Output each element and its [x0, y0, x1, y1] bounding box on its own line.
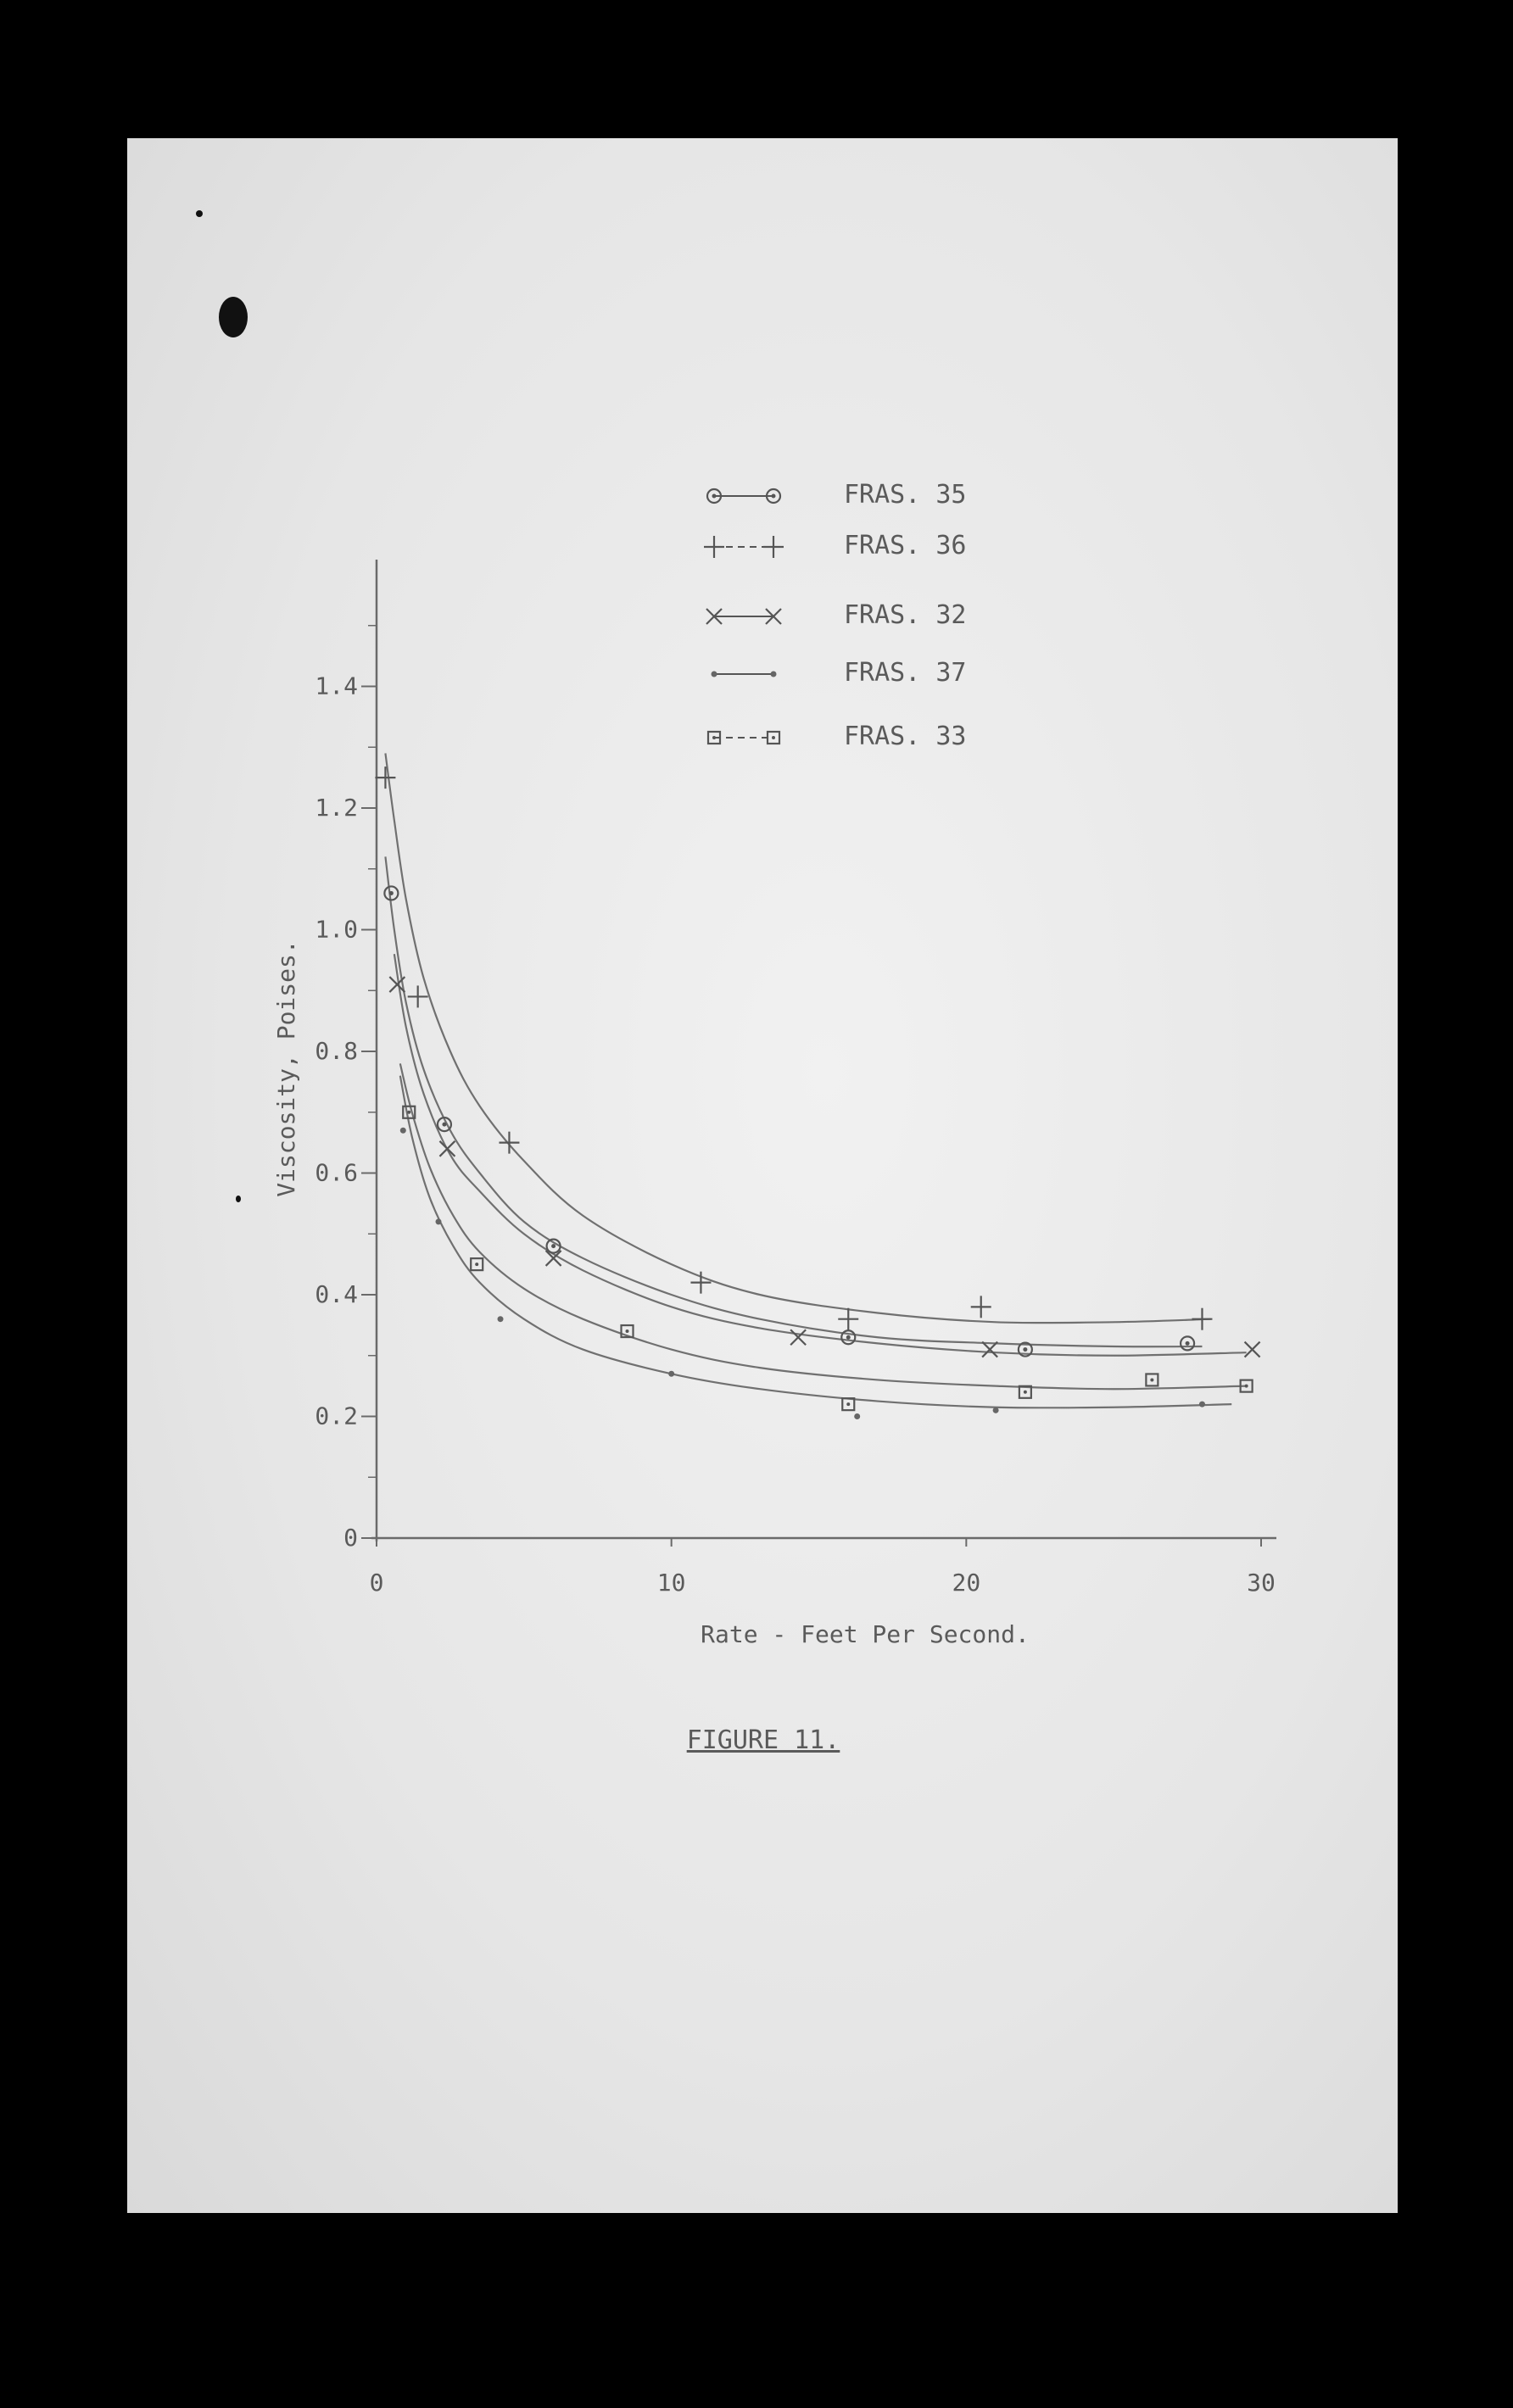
legend-entry [706, 600, 967, 630]
marker-center [407, 1111, 410, 1114]
legend-marker-left [712, 672, 717, 677]
x-tick-label: 0 [369, 1569, 384, 1597]
data-point-series-3 [439, 1141, 455, 1157]
data-point-series-5 [842, 1398, 854, 1410]
legend-entry [704, 531, 967, 560]
marker-center [1186, 1341, 1190, 1346]
series-curves [385, 753, 1246, 1407]
marker-center [626, 1329, 629, 1333]
marker-dot [668, 1371, 674, 1377]
y-tick-label: 0.6 [315, 1158, 358, 1187]
legend-label: FRAS. 35 [844, 480, 967, 510]
y-tick-label: 1.4 [315, 672, 358, 700]
marker-dot [854, 1413, 860, 1419]
y-tick-label: 0 [343, 1524, 358, 1552]
legend [704, 480, 967, 751]
data-point-series-1 [384, 886, 398, 900]
data-point-series-2 [690, 1272, 711, 1294]
marker-center [1024, 1391, 1027, 1394]
marker-dot [712, 672, 717, 677]
x-tick-label: 30 [1247, 1569, 1276, 1597]
marker-center [551, 1244, 556, 1248]
marker-center [772, 494, 776, 499]
marker-center [1245, 1385, 1248, 1388]
x-tick-label: 20 [952, 1569, 981, 1597]
data-point-series-1 [1181, 1336, 1194, 1350]
marker-center [712, 494, 717, 499]
data-point-series-4 [993, 1407, 999, 1413]
y-tick-label: 0.8 [315, 1037, 358, 1065]
data-point-series-3 [1245, 1342, 1260, 1357]
marker-dot [498, 1316, 504, 1322]
marker-dot [993, 1407, 999, 1413]
data-point-series-1 [841, 1330, 855, 1344]
series-curve-4 [400, 1076, 1231, 1408]
marker-center [712, 736, 716, 739]
data-point-series-5 [1146, 1374, 1158, 1385]
data-point-series-2 [408, 985, 428, 1007]
legend-entry [712, 658, 967, 688]
marker-center [1023, 1347, 1027, 1352]
marker-center [1150, 1378, 1153, 1381]
marker-center [475, 1263, 478, 1266]
marker-dot [400, 1128, 406, 1134]
data-point-series-2 [971, 1296, 991, 1318]
y-tick-label: 0.2 [315, 1402, 358, 1430]
y-tick-label: 1.2 [315, 794, 358, 822]
legend-label: FRAS. 33 [844, 722, 967, 751]
legend-marker-left [704, 536, 724, 558]
chart-axes [315, 560, 1276, 1597]
series-curve-1 [385, 856, 1202, 1346]
data-point-series-4 [1199, 1402, 1205, 1407]
marker-center [442, 1123, 446, 1127]
x-tick-label: 10 [656, 1569, 686, 1597]
data-point-series-5 [471, 1258, 483, 1270]
marker-dot [1199, 1402, 1205, 1407]
marker-dot [436, 1218, 442, 1224]
series-curve-5 [400, 1063, 1247, 1389]
series-curve-2 [385, 753, 1210, 1323]
y-tick-label: 0.4 [315, 1280, 358, 1308]
data-point-series-4 [436, 1218, 442, 1224]
legend-label: FRAS. 32 [844, 600, 967, 630]
data-point-series-4 [668, 1371, 674, 1377]
data-point-series-4 [854, 1413, 860, 1419]
marker-dot [771, 672, 777, 677]
data-point-series-2 [838, 1308, 858, 1330]
legend-label: FRAS. 36 [844, 531, 967, 560]
data-point-series-3 [982, 1342, 997, 1357]
data-point-series-2 [375, 766, 395, 789]
data-point-series-4 [400, 1128, 406, 1134]
legend-entry [708, 722, 967, 751]
data-point-series-2 [1192, 1308, 1212, 1330]
data-point-series-4 [498, 1316, 504, 1322]
legend-entry [707, 480, 967, 510]
marker-center [846, 1335, 851, 1340]
marker-center [846, 1402, 850, 1406]
marker-center [772, 736, 775, 739]
legend-marker-right [768, 732, 779, 744]
series-curve-3 [394, 954, 1247, 1356]
legend-marker-right [763, 536, 784, 558]
legend-marker-right [771, 672, 777, 677]
x-axis-title: Rate - Feet Per Second. [701, 1620, 1030, 1648]
data-point-series-3 [790, 1329, 806, 1345]
legend-label: FRAS. 37 [844, 658, 967, 688]
y-axis-title: Viscosity, Poises. [272, 939, 300, 1197]
y-tick-label: 1.0 [315, 915, 358, 944]
marker-center [389, 891, 394, 895]
figure-caption: FIGURE 11. [686, 1725, 840, 1755]
